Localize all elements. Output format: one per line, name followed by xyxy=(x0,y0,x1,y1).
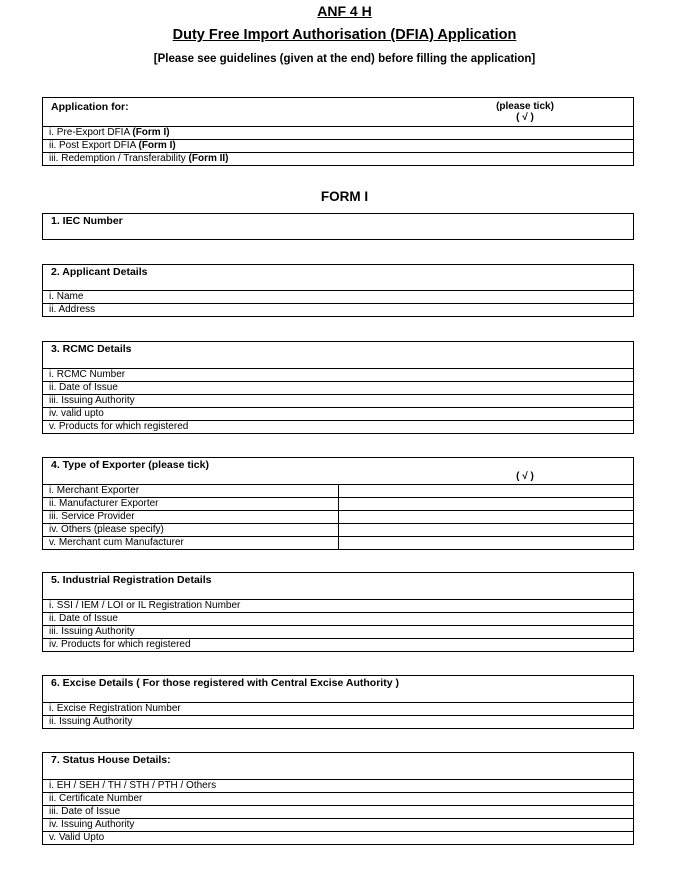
document-code: ANF 4 H xyxy=(317,3,372,19)
field-row[interactable]: iv. valid upto xyxy=(43,407,633,420)
document-title: Duty Free Import Authorisation (DFIA) Application xyxy=(172,27,517,43)
application-option-post-export[interactable]: ii. Post Export DFIA (Form I) xyxy=(43,139,633,152)
field-row[interactable]: ii. Issuing Authority xyxy=(43,715,633,728)
section-title: 3. RCMC Details xyxy=(51,343,132,355)
field-row[interactable]: ii. Date of Issue xyxy=(43,381,633,394)
iec-number-section xyxy=(42,213,634,240)
field-row[interactable]: iii. Issuing Authority xyxy=(43,394,633,407)
exporter-option-row[interactable]: i. Merchant Exporter xyxy=(43,484,633,497)
field-row[interactable]: ii. Address xyxy=(43,303,633,316)
application-for-label: Application for: xyxy=(51,101,129,113)
field-row[interactable]: iii. Issuing Authority xyxy=(43,625,633,638)
section-title: 7. Status House Details: xyxy=(51,754,171,766)
please-tick-label: (please tick) xyxy=(496,101,554,112)
application-option-redemption[interactable]: iii. Redemption / Transferability (Form II) xyxy=(43,152,633,165)
tick-mark-header: ( √ ) xyxy=(516,471,534,482)
field-row[interactable]: v. Valid Upto xyxy=(43,831,633,844)
field-row[interactable]: i. Excise Registration Number xyxy=(43,702,633,715)
exporter-option-row[interactable]: iii. Service Provider xyxy=(43,510,633,523)
application-option-pre-export[interactable]: i. Pre-Export DFIA (Form I) xyxy=(43,126,633,139)
exporter-option-row[interactable]: v. Merchant cum Manufacturer xyxy=(43,536,633,549)
field-row[interactable]: ii. Date of Issue xyxy=(43,612,633,625)
document-instruction: [Please see guidelines (given at the end) before filling the application] xyxy=(153,53,536,65)
application-for-header xyxy=(43,98,633,126)
field-row[interactable]: iv. Issuing Authority xyxy=(43,818,633,831)
form-heading: FORM I xyxy=(320,189,369,204)
exporter-option-row[interactable]: iv. Others (please specify) xyxy=(43,523,633,536)
application-for-box xyxy=(42,97,634,166)
status-house-section xyxy=(42,752,634,845)
field-row[interactable]: i. SSI / IEM / LOI or IL Registration Number xyxy=(43,599,633,612)
exporter-option-row[interactable]: ii. Manufacturer Exporter xyxy=(43,497,633,510)
section-title: 5. Industrial Registration Details xyxy=(51,574,212,586)
field-row[interactable]: iv. Products for which registered xyxy=(43,638,633,651)
rcmc-details-section xyxy=(42,341,634,434)
section-title: 2. Applicant Details xyxy=(51,266,148,278)
field-row[interactable]: v. Products for which registered xyxy=(43,420,633,433)
field-row[interactable]: iii. Date of Issue xyxy=(43,805,633,818)
excise-details-section xyxy=(42,675,634,729)
applicant-details-section xyxy=(42,264,634,317)
section-title: 1. IEC Number xyxy=(51,215,123,227)
field-row[interactable]: i. RCMC Number xyxy=(43,368,633,381)
section-title: 4. Type of Exporter (please tick) xyxy=(51,459,209,471)
industrial-registration-section xyxy=(42,572,634,652)
exporter-type-section xyxy=(42,457,634,550)
field-row[interactable]: i. EH / SEH / TH / STH / PTH / Others xyxy=(43,779,633,792)
section-title: 6. Excise Details ( For those registered with Central Excise Authority ) xyxy=(51,677,399,689)
tick-mark-header: ( √ ) xyxy=(516,112,534,123)
field-row[interactable]: ii. Certificate Number xyxy=(43,792,633,805)
field-row[interactable]: i. Name xyxy=(43,290,633,303)
